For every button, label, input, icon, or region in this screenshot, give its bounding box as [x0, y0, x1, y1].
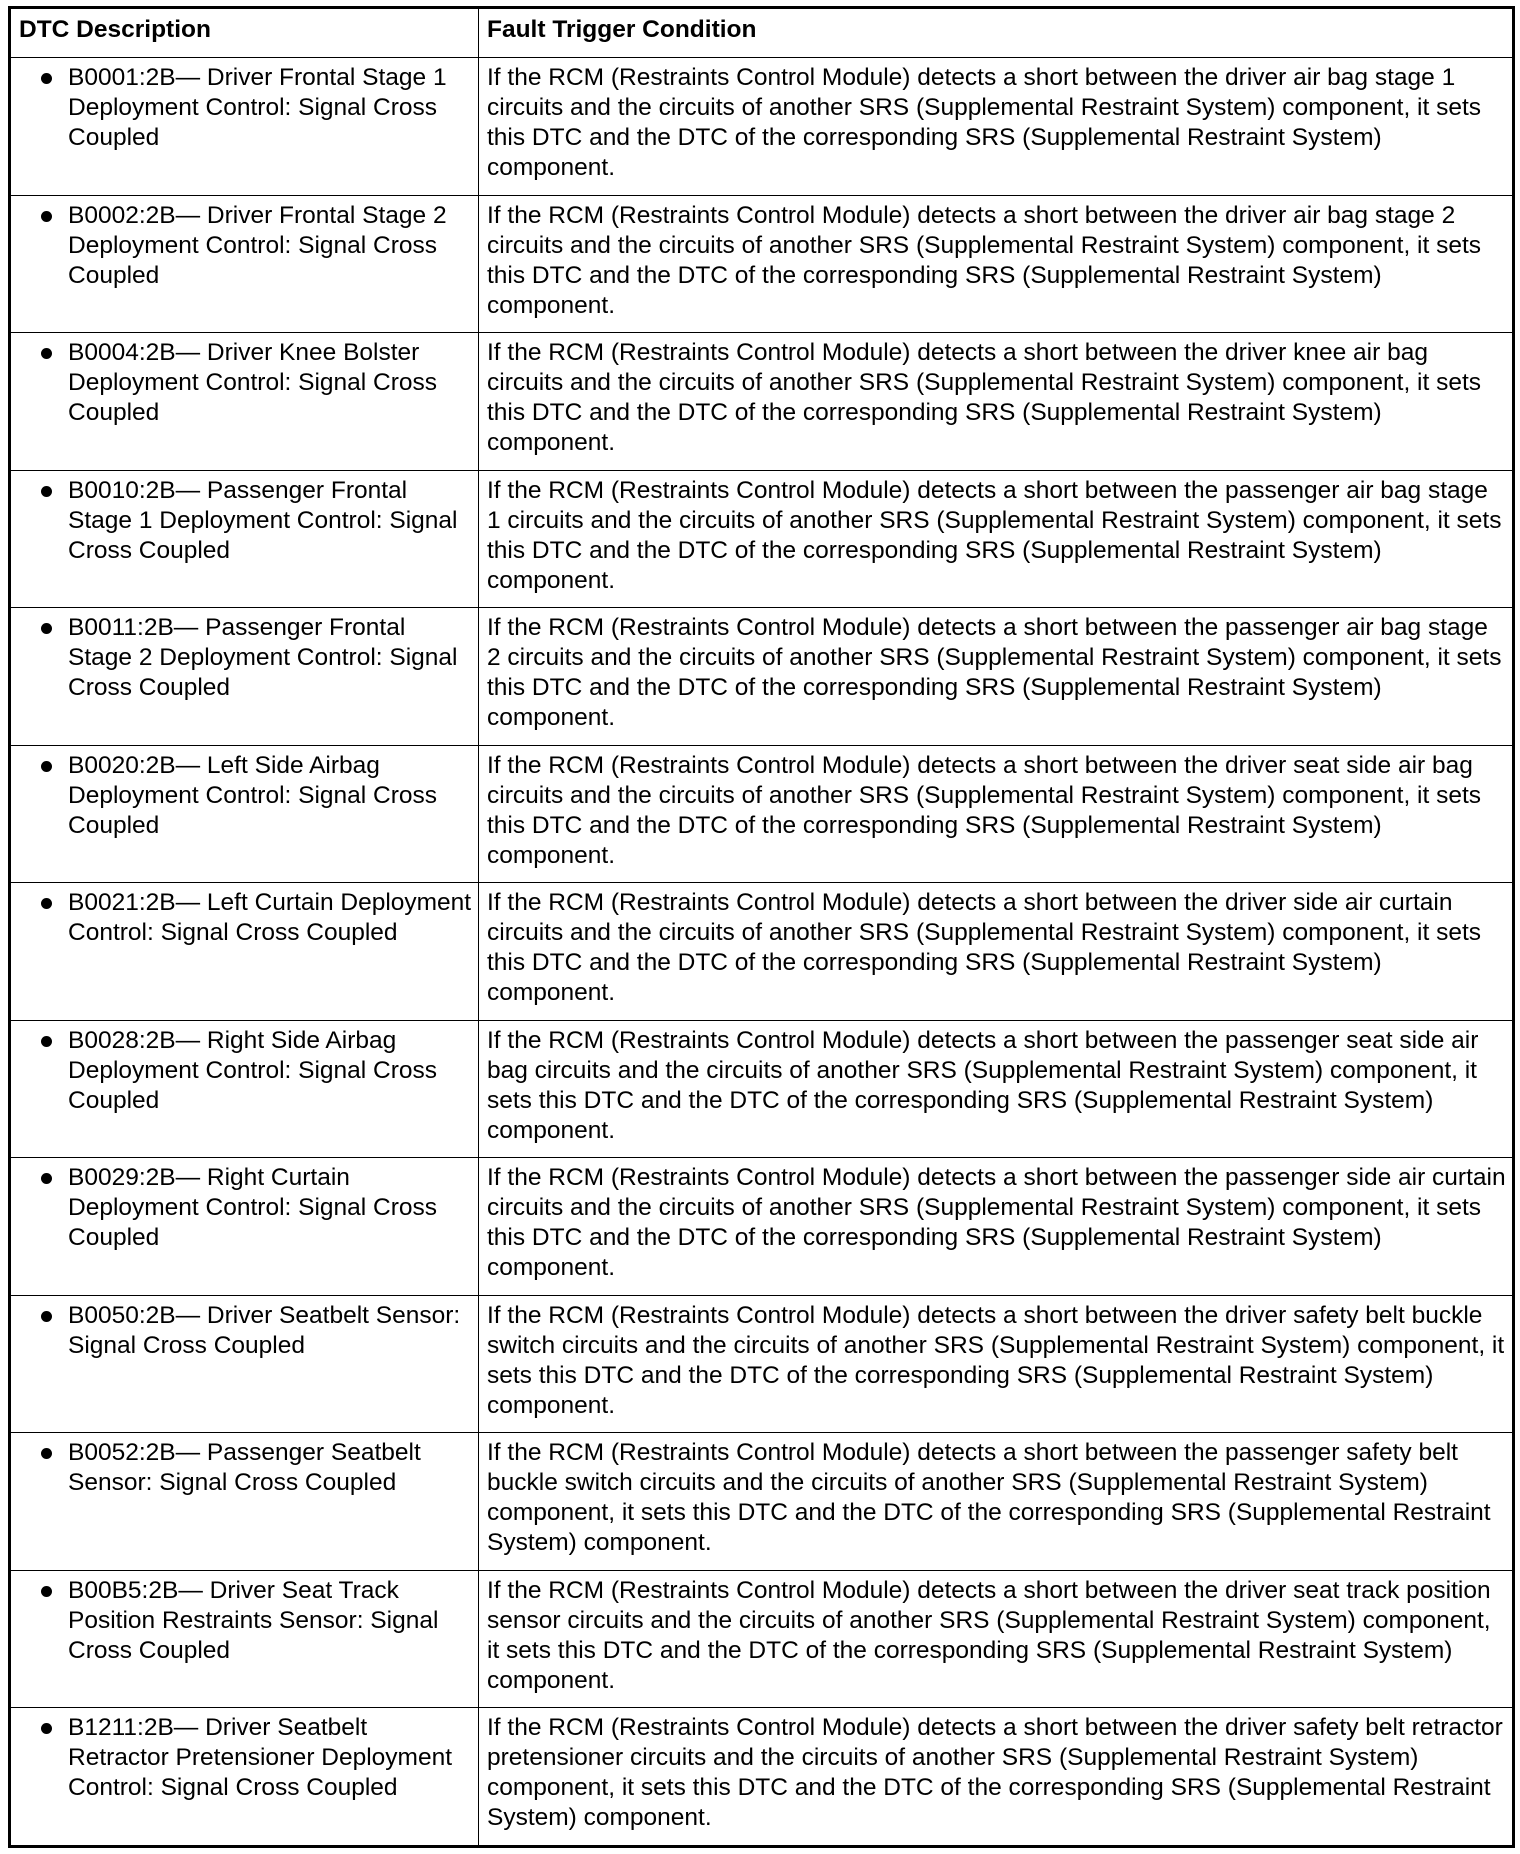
bullet-icon: [41, 73, 52, 84]
dtc-description: B0011:2B— Passenger Frontal Stage 2 Deployment Control: Signal Cross Coupled: [68, 614, 458, 702]
dtc-description: B0020:2B— Left Side Airbag Deployment Control: Signal Cross Coupled: [68, 751, 438, 839]
condition-cell: If the RCM (Restraints Control Module) detects a short between the driver knee air bag circuits and the circuits of another SRS (Supplemental Restraint System) component, it sets this DTC and the DTC of the corresponding SRS (Supplemental Restraint System) component.: [479, 333, 1514, 471]
bullet-icon: [41, 1036, 52, 1047]
header-fault-trigger-condition: Fault Trigger Condition: [479, 8, 1514, 58]
condition-cell: If the RCM (Restraints Control Module) detects a short between the passenger safety belt buckle switch circuits and the circuits of another SRS (Supplemental Restraint System) component, it sets this DTC and the DTC of the corresponding SRS (Supplemental Restraint System) component.: [479, 1433, 1514, 1571]
bullet-icon: [41, 623, 52, 634]
dtc-description: B0029:2B— Right Curtain Deployment Control: Signal Cross Coupled: [68, 1164, 438, 1252]
description-cell: [10, 745, 479, 883]
dtc-description: B0002:2B— Driver Frontal Stage 2 Deployment Control: Signal Cross Coupled: [68, 201, 447, 289]
dtc-description: B0001:2B— Driver Frontal Stage 1 Deployment Control: Signal Cross Coupled: [68, 64, 447, 151]
dtc-description: B00B5:2B— Driver Seat Track Position Restraints Sensor: Signal Cross Coupled: [68, 1576, 439, 1664]
description-cell: [10, 58, 479, 196]
description-cell: [10, 195, 479, 333]
table-row: [10, 195, 1514, 333]
description-cell: [10, 1708, 479, 1847]
table-body: [10, 58, 1514, 1847]
condition-cell: If the RCM (Restraints Control Module) detects a short between the driver air bag stage 2 circuits and the circuits of another SRS (Supplemental Restraint System) component, it sets this DTC and the DTC of the corresponding SRS (Supplemental Restraint System) component.: [479, 195, 1514, 333]
bullet-icon: [41, 348, 52, 359]
dtc-description: B0052:2B— Passenger Seatbelt Sensor: Signal Cross Coupled: [68, 1439, 421, 1497]
table-row: [10, 1708, 1514, 1847]
description-cell: [10, 608, 479, 746]
condition-cell: If the RCM (Restraints Control Module) detects a short between the driver seat side air bag circuits and the circuits of another SRS (Supplemental Restraint System) component, it sets this DTC and the DTC of the corresponding SRS (Supplemental Restraint System) component.: [479, 745, 1514, 883]
condition-cell: If the RCM (Restraints Control Module) detects a short between the passenger seat side air bag circuits and the circuits of another SRS (Supplemental Restraint System) component, it sets this DTC and the DTC of the corresponding SRS (Supplemental Restraint System) component.: [479, 1020, 1514, 1158]
bullet-icon: [41, 1586, 52, 1597]
table-row: [10, 58, 1514, 196]
condition-cell: If the RCM (Restraints Control Module) detects a short between the driver side air curtain circuits and the circuits of another SRS (Supplemental Restraint System) component, it sets this DTC and the DTC of the corresponding SRS (Supplemental Restraint System) component.: [479, 883, 1514, 1021]
table-row: [10, 608, 1514, 746]
table-row: [10, 1570, 1514, 1708]
table-row: [10, 1295, 1514, 1433]
bullet-icon: [41, 1723, 52, 1734]
table-row: [10, 333, 1514, 471]
dtc-description: B0021:2B— Left Curtain Deployment Control: Signal Cross Coupled: [68, 889, 472, 947]
bullet-icon: [41, 761, 52, 772]
dtc-description: B0010:2B— Passenger Frontal Stage 1 Deployment Control: Signal Cross Coupled: [68, 476, 458, 564]
condition-cell: If the RCM (Restraints Control Module) detects a short between the passenger air bag stage 1 circuits and the circuits of another SRS (Supplemental Restraint System) component, it sets this DTC and the DTC of the corresponding SRS (Supplemental Restraint System) component.: [479, 470, 1514, 608]
description-cell: [10, 1295, 479, 1433]
description-cell: [10, 1020, 479, 1158]
bullet-icon: [41, 1448, 52, 1459]
condition-cell: If the RCM (Restraints Control Module) detects a short between the passenger air bag stage 2 circuits and the circuits of another SRS (Supplemental Restraint System) component, it sets this DTC and the DTC of the corresponding SRS (Supplemental Restraint System) component.: [479, 608, 1514, 746]
bullet-icon: [41, 1311, 52, 1322]
bullet-icon: [41, 1173, 52, 1184]
description-cell: [10, 1158, 479, 1296]
condition-cell: If the RCM (Restraints Control Module) detects a short between the driver safety belt retractor pretensioner circuits and the circuits of another SRS (Supplemental Restraint System) component, it sets this DTC and the DTC of the corresponding SRS (Supplemental Restraint System) component.: [479, 1708, 1514, 1847]
bullet-icon: [41, 898, 52, 909]
table-row: [10, 883, 1514, 1021]
table-row: [10, 745, 1514, 883]
bullet-icon: [41, 486, 52, 497]
dtc-table: [8, 6, 1515, 1848]
condition-cell: If the RCM (Restraints Control Module) detects a short between the passenger side air curtain circuits and the circuits of another SRS (Supplemental Restraint System) component, it sets this DTC and the DTC of the corresponding SRS (Supplemental Restraint System) component.: [479, 1158, 1514, 1296]
table-row: [10, 1020, 1514, 1158]
dtc-description: B1211:2B— Driver Seatbelt Retractor Pretensioner Deployment Control: Signal Cross Coupled: [68, 1714, 453, 1802]
description-cell: [10, 470, 479, 608]
description-cell: [10, 1433, 479, 1571]
description-cell: [10, 1570, 479, 1708]
condition-cell: If the RCM (Restraints Control Module) detects a short between the driver safety belt buckle switch circuits and the circuits of another SRS (Supplemental Restraint System) component, it sets this DTC and the DTC of the corresponding SRS (Supplemental Restraint System) component.: [479, 1295, 1514, 1433]
table-row: [10, 1433, 1514, 1571]
dtc-description: B0028:2B— Right Side Airbag Deployment Control: Signal Cross Coupled: [68, 1026, 438, 1114]
condition-cell: If the RCM (Restraints Control Module) detects a short between the driver seat track position sensor circuits and the circuits of another SRS (Supplemental Restraint System) component, it sets this DTC and the DTC of the corresponding SRS (Supplemental Restraint System) component.: [479, 1570, 1514, 1708]
description-cell: [10, 333, 479, 471]
table-row: [10, 470, 1514, 608]
description-cell: [10, 883, 479, 1021]
header-dtc-description: DTC Description: [10, 8, 479, 58]
dtc-description: B0004:2B— Driver Knee Bolster Deployment Control: Signal Cross Coupled: [68, 339, 438, 427]
condition-cell: If the RCM (Restraints Control Module) detects a short between the driver air bag stage 1 circuits and the circuits of another SRS (Supplemental Restraint System) component, it sets this DTC and the DTC of the corresponding SRS (Supplemental Restraint System) component.: [479, 58, 1514, 196]
bullet-icon: [41, 211, 52, 222]
table-row: [10, 1158, 1514, 1296]
header-row: [10, 8, 1514, 58]
dtc-description: B0050:2B— Driver Seatbelt Sensor: Signal Cross Coupled: [68, 1301, 461, 1359]
